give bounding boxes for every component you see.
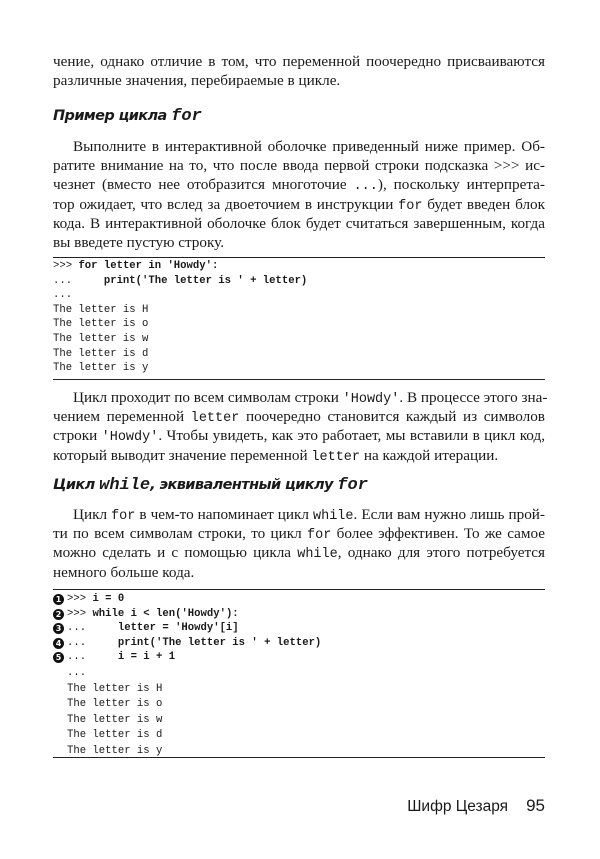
text-run: Цикл: [53, 477, 100, 493]
inline-code: for: [111, 509, 136, 524]
code-prompt: The letter is o: [67, 698, 163, 711]
paragraph: [53, 52, 545, 90]
code-block: [53, 259, 307, 376]
code-rule-bottom: [53, 757, 545, 758]
callout-number-icon: 2: [53, 609, 64, 620]
code-prompt: The letter is d: [53, 347, 149, 360]
code-prompt: The letter is H: [67, 682, 163, 695]
text-run: чение, однако отличие в том, что переменной поочередно присваиваются: [53, 53, 545, 70]
callout-number-icon: 4: [53, 638, 64, 649]
inline-code: ...: [353, 179, 378, 195]
text-run: вы введете пустую строку.: [53, 233, 225, 251]
text-line: [53, 52, 545, 71]
inline-code: 'Howdy': [101, 430, 159, 446]
text-run: чезнет (вместо нее отобразится многоточие: [53, 176, 354, 194]
text-run: будет введен блок: [422, 195, 545, 213]
inline-code: for: [171, 107, 202, 126]
code-line: [53, 317, 307, 332]
code-rule-top: [53, 257, 545, 258]
code-prompt: >>>: [67, 593, 93, 605]
inline-code: 'Howdy': [342, 392, 400, 407]
code-input: i = 0: [92, 593, 125, 605]
code-input: letter = 'Howdy'[i]: [117, 622, 239, 635]
text-run: на каждой итерации.: [360, 446, 499, 464]
text-run: ти по всем символам строки, то цикл: [53, 525, 308, 543]
page-number: 95: [526, 796, 545, 815]
text-run: более эффективен. То же самое: [331, 525, 545, 543]
text-run: различные значения, перебираемые в цикле.: [53, 72, 341, 90]
code-line: [53, 665, 321, 681]
text-run: Цикл проходит по всем символам строки: [73, 389, 343, 406]
code-input: for letter in 'Howdy':: [78, 260, 219, 272]
code-line: [53, 621, 321, 636]
code-line: [53, 712, 321, 728]
code-prompt: ...: [67, 666, 87, 679]
text-run: строки: [53, 427, 102, 445]
inline-code: for: [307, 528, 332, 544]
code-line: [53, 332, 307, 347]
text-line: [53, 233, 545, 252]
text-line: [53, 543, 545, 562]
text-run: Выполните в интерактивной оболочке приведенный ниже пример. Об-: [73, 138, 545, 155]
code-line: [53, 592, 321, 607]
code-prompt: The letter is w: [67, 713, 163, 726]
code-line: [53, 347, 307, 362]
code-line: [53, 727, 321, 743]
text-line: [53, 505, 545, 524]
text-line: [53, 524, 545, 543]
code-line: [53, 696, 321, 712]
text-run: чением переменной: [53, 408, 191, 426]
text-run: в чем-то напоминает цикл: [135, 506, 313, 523]
code-prompt: ...: [67, 651, 118, 664]
text-run: кода. В интерактивной оболочке блок будет считаться завершенным, когда: [53, 214, 545, 232]
text-line: [53, 388, 548, 407]
code-rule-bottom: [53, 379, 545, 380]
text-line: [53, 426, 545, 445]
section-heading: [53, 107, 545, 126]
inline-code: while: [313, 509, 354, 524]
text-run: . Чтобы увидеть, как это работает, мы вставили в цикл код,: [158, 427, 545, 445]
code-prompt: ...: [67, 636, 118, 649]
code-line: [53, 303, 307, 318]
code-prompt: The letter is d: [67, 729, 163, 742]
code-prompt: The letter is H: [53, 303, 149, 316]
inline-code: while: [99, 476, 151, 495]
code-line: [53, 288, 307, 303]
code-prompt: The letter is o: [53, 318, 149, 331]
text-run: , однако для этого потребуется: [337, 544, 546, 562]
code-line: [53, 361, 307, 376]
text-line: [53, 156, 545, 175]
code-prompt: ...: [67, 622, 118, 635]
callout-number-icon: 5: [53, 652, 64, 663]
code-block: [53, 592, 321, 759]
page-footer: [407, 796, 545, 816]
text-run: тор ожидает, что вслед за двоеточием в инструкции: [53, 195, 399, 213]
text-run: ратите внимание на то, что после ввода первой строки подсказка >>> ис-: [53, 157, 545, 175]
code-line: [53, 650, 321, 665]
code-prompt: The letter is w: [53, 332, 149, 345]
code-line: [53, 259, 307, 274]
inline-code: letter: [190, 411, 240, 427]
inline-code: letter: [311, 449, 361, 465]
text-line: [53, 563, 545, 582]
paragraph: [53, 388, 548, 465]
text-line: [53, 175, 545, 194]
callout-number-icon: 1: [53, 594, 64, 605]
code-prompt: The letter is y: [53, 362, 149, 375]
text-run: ), поскольку интерпрета-: [377, 176, 545, 194]
text-run: Цикл: [73, 506, 112, 523]
code-input: i = i + 1: [117, 651, 176, 664]
text-run: , эквивалентный циклу: [150, 477, 338, 493]
text-run: поочередно становится каждый из символов: [239, 408, 545, 426]
code-rule-top: [53, 589, 545, 590]
code-prompt: ...: [53, 289, 73, 302]
section-heading: [53, 476, 545, 495]
code-prompt: >>>: [53, 260, 79, 272]
code-input: print('The letter is ' + letter): [117, 636, 322, 649]
code-prompt: ...: [53, 274, 104, 287]
text-run: немного больше кода.: [53, 563, 195, 581]
code-input: print('The letter is ' + letter): [103, 274, 308, 287]
text-run: который выводит значение переменной: [53, 446, 312, 464]
inline-code: for: [337, 476, 368, 495]
text-line: [53, 214, 545, 233]
text-run: . Если вам нужно лишь прой-: [353, 506, 545, 523]
inline-code: for: [398, 198, 423, 214]
code-prompt: >>>: [67, 607, 93, 620]
code-line: [53, 681, 321, 697]
paragraph: [53, 137, 545, 252]
code-line: [53, 274, 307, 289]
text-run: можно сделать и с помощью цикла: [53, 544, 298, 562]
inline-code: while: [297, 547, 338, 563]
text-run: . В процессе этого зна-: [399, 389, 548, 406]
chapter-title: Шифр Цезаря: [407, 798, 509, 815]
code-prompt: The letter is y: [67, 744, 163, 757]
paragraph: [53, 505, 545, 582]
text-line: [53, 71, 545, 90]
code-line: [53, 636, 321, 651]
text-line: [53, 407, 545, 426]
code-line: [53, 607, 321, 622]
text-line: [53, 137, 545, 156]
text-run: Пример цикла: [53, 108, 172, 124]
callout-number-icon: 3: [53, 623, 64, 634]
code-input: while i < len('Howdy'):: [92, 607, 239, 620]
text-line: [53, 195, 545, 214]
text-line: [53, 446, 545, 465]
